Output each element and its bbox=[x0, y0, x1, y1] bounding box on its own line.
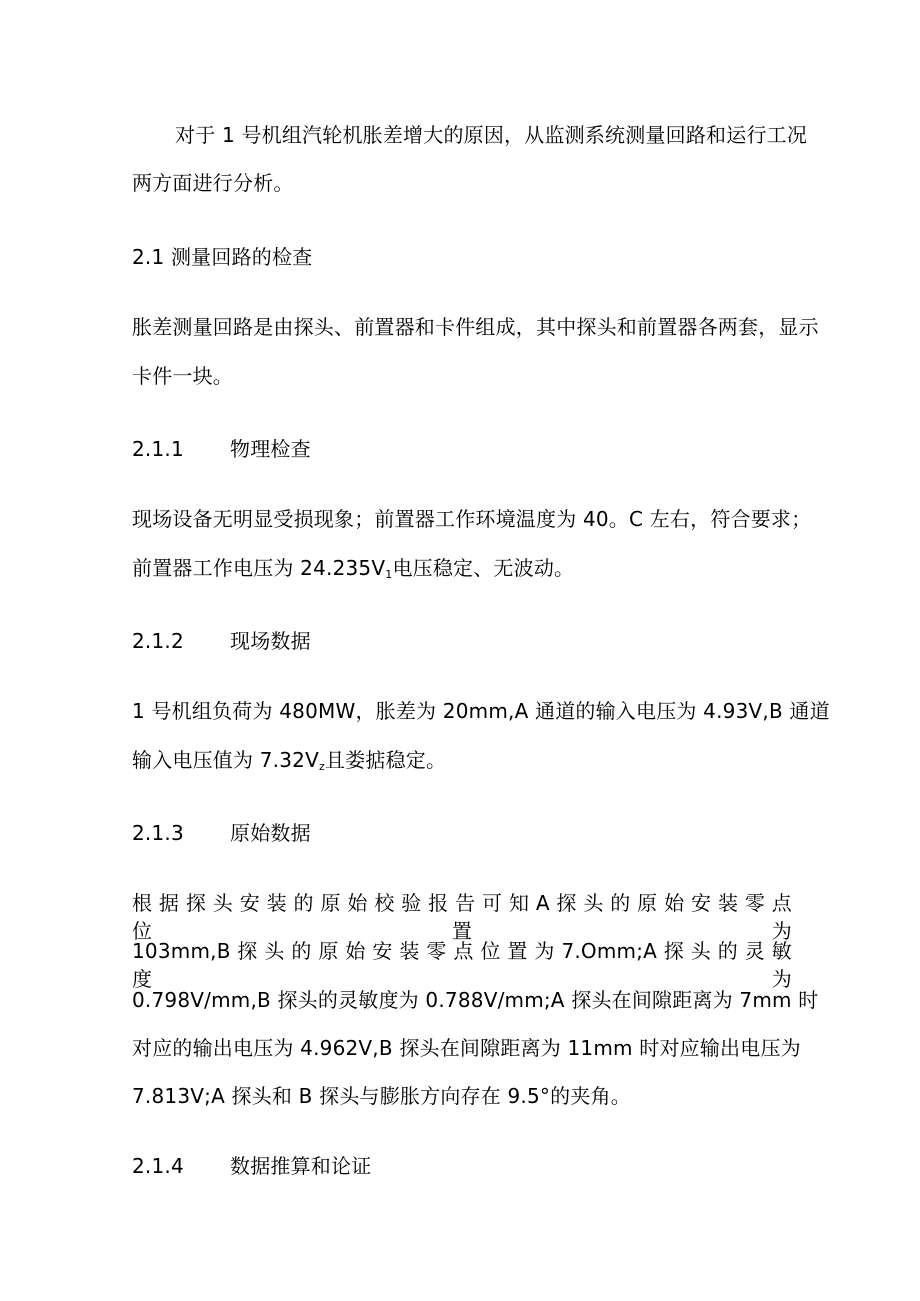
section-2-1-3-heading bbox=[132, 819, 311, 847]
input-voltage-subscript: z bbox=[318, 760, 325, 773]
original-line-4: 对应的输出电压为 4.962V,B 探头在间隙距离为 11mm 时对应输出电压为 bbox=[132, 1036, 801, 1060]
section-2-1-1-heading bbox=[132, 435, 311, 463]
section-2-1-2-heading bbox=[132, 627, 311, 655]
section-number: 2.1.3 bbox=[132, 821, 184, 845]
intro-line-1: 对于 1 号机组汽轮机胀差增大的原因，从监测系统测量回路和运行工况 bbox=[175, 123, 808, 147]
original-line-1: 根 据 探 头 安 装 的 原 始 校 验 报 告 可 知 A 探 头 的 原 始 安 装 零 点 位 置 为 bbox=[132, 891, 792, 943]
voltage-status-text: 电压稳定、无波动。 bbox=[392, 556, 575, 580]
section-number: 2.1.2 bbox=[132, 629, 184, 653]
section-2-1-4-heading bbox=[132, 1152, 371, 1180]
original-line-2: 103mm,B 探 头 的 原 始 安 装 零 点 位 置 为 7.Omm;A 探 头 的 灵 敏 度 为 bbox=[132, 939, 792, 991]
voltage-subscript: 1 bbox=[385, 568, 393, 581]
physical-line-2 bbox=[132, 554, 574, 589]
circuit-line-1: 胀差测量回路是由探头、前置器和卡件组成，其中探头和前置器各两套，显示 bbox=[132, 315, 819, 339]
intro-line-2: 两方面进行分析。 bbox=[132, 171, 294, 195]
field-line-1: 1 号机组负荷为 480MW，胀差为 20mm,A 通道的输入电压为 4.93V,B 通道 bbox=[132, 699, 830, 723]
voltage-text: 前置器工作电压为 24.235V bbox=[132, 556, 386, 580]
original-line-5: 7.813V;A 探头和 B 探头与膨胀方向存在 9.5°的夹角。 bbox=[132, 1084, 631, 1108]
physical-line-1: 现场设备无明显受损现象；前置器工作环境温度为 40。C 左右，符合要求； bbox=[132, 507, 812, 531]
section-2-1-heading: 2.1 测量回路的检查 bbox=[132, 245, 313, 269]
field-line-2 bbox=[132, 746, 446, 781]
section-title: 现场数据 bbox=[230, 629, 311, 653]
circuit-line-2: 卡件一块。 bbox=[132, 364, 233, 388]
section-title: 原始数据 bbox=[230, 821, 311, 845]
section-title: 物理检查 bbox=[230, 437, 311, 461]
stability-text: 且娄掂稳定。 bbox=[324, 748, 447, 772]
input-voltage-text: 输入电压值为 7.32V bbox=[132, 748, 319, 772]
section-number: 2.1.4 bbox=[132, 1154, 184, 1178]
section-title: 数据推算和论证 bbox=[230, 1154, 372, 1178]
original-line-3: 0.798V/mm,B 探头的灵敏度为 0.788V/mm;A 探头在间隙距离为 7mm 时 bbox=[132, 988, 819, 1012]
section-number: 2.1.1 bbox=[132, 437, 184, 461]
